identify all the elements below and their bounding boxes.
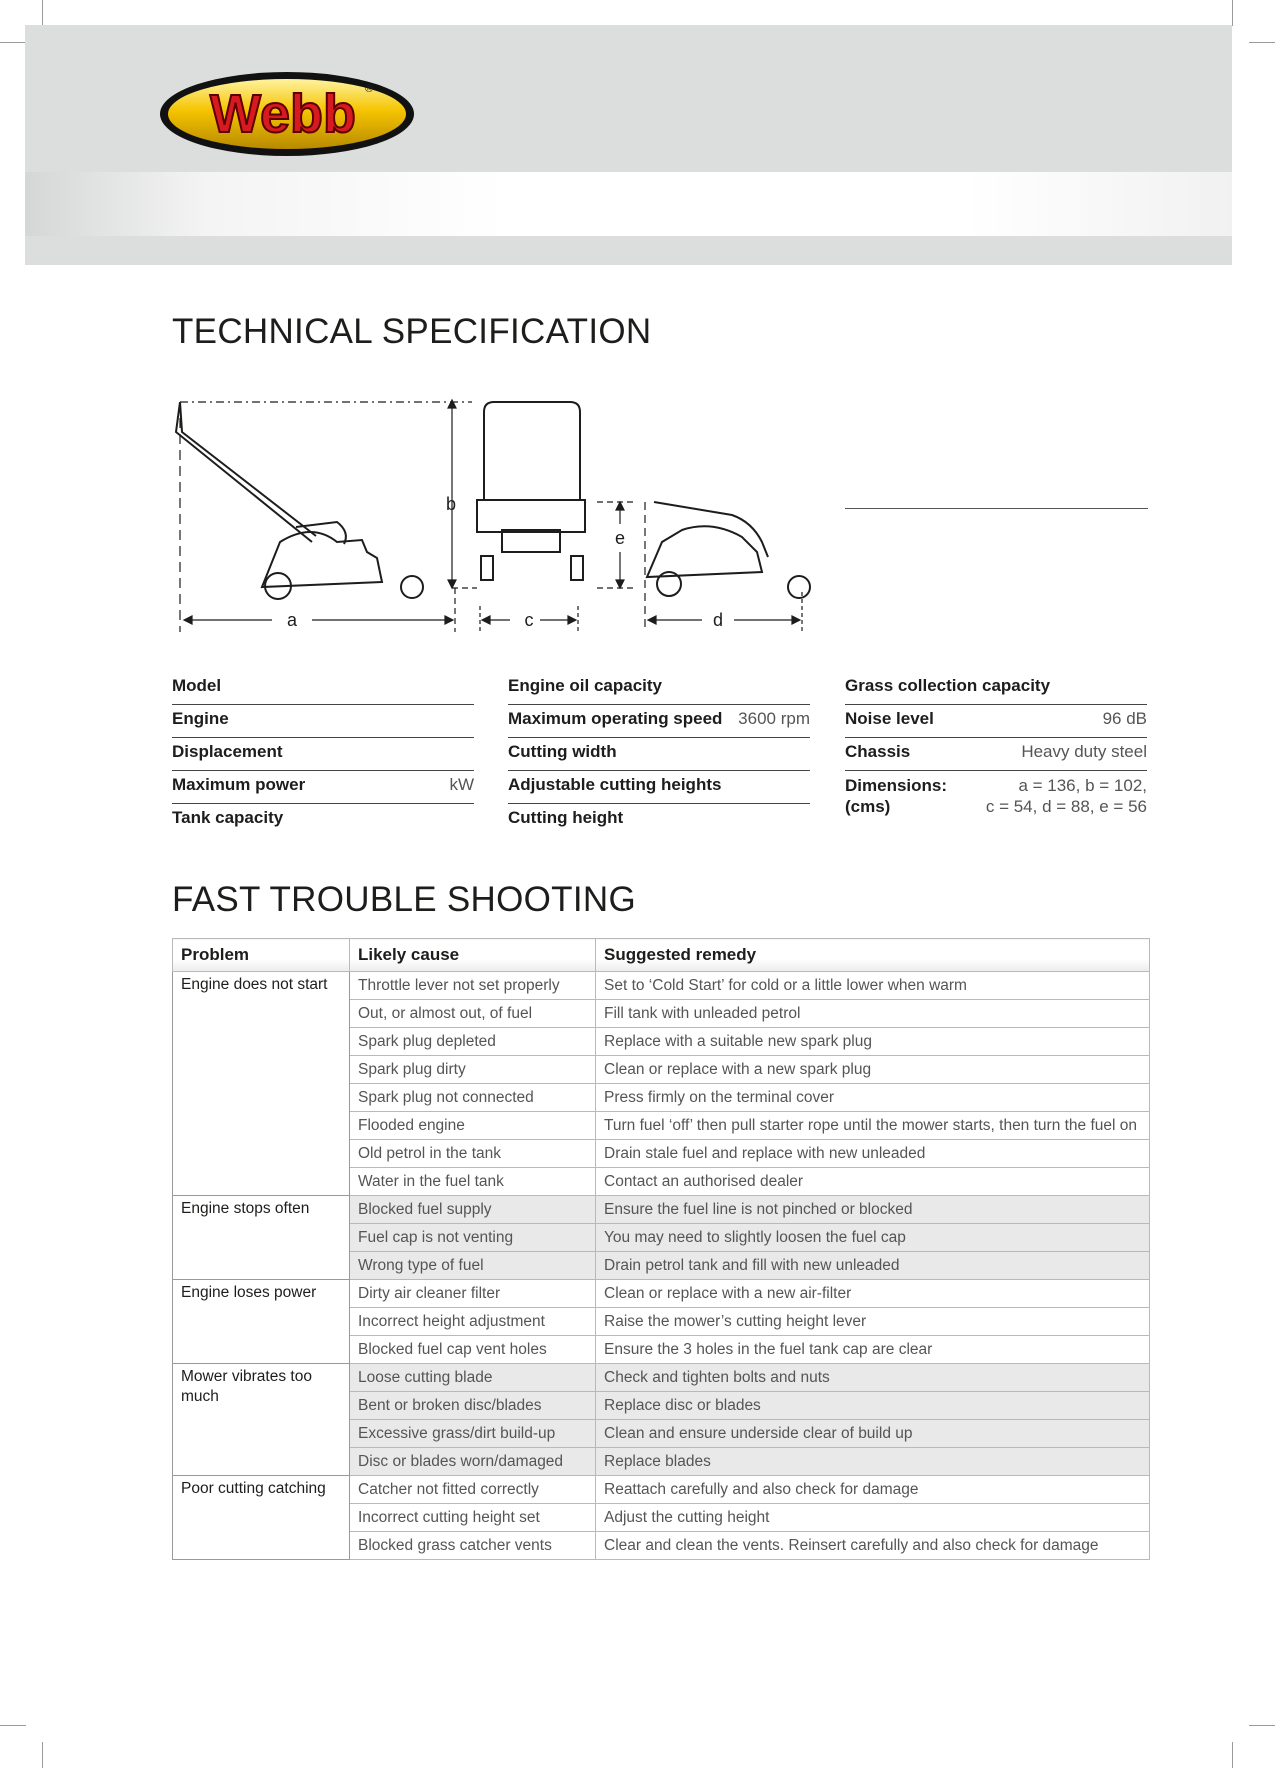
crop-mark — [0, 1725, 26, 1726]
cause-cell: Blocked fuel supply — [350, 1196, 596, 1224]
crop-mark — [1249, 42, 1275, 43]
remedy-cell: Replace disc or blades — [596, 1392, 1150, 1420]
dimension-label-c: c — [524, 610, 534, 630]
remedy-cell: Drain stale fuel and replace with new unleaded — [596, 1140, 1150, 1168]
spec-value: kW — [449, 775, 474, 794]
remedy-cell: Clean and ensure underside clear of build up — [596, 1420, 1150, 1448]
spec-column-1 — [172, 672, 474, 837]
mower-front-view — [477, 402, 585, 580]
spec-title: TECHNICAL SPECIFICATION — [172, 312, 652, 351]
problem-cell: Engine stops often — [173, 1196, 350, 1280]
remedy-cell: Clear and clean the vents. Reinsert carefully and also check for damage — [596, 1532, 1150, 1560]
spec-row-engine — [172, 705, 474, 738]
remedy-cell: Reattach carefully and also check for damage — [596, 1476, 1150, 1504]
cause-cell: Fuel cap is not venting — [350, 1224, 596, 1252]
table-row — [173, 1476, 1150, 1504]
spec-label: Maximum operating speed — [508, 709, 723, 728]
table-header-row — [173, 939, 1150, 972]
spec-column-2 — [508, 672, 810, 837]
spec-value: 96 dB — [1102, 709, 1147, 728]
cause-cell: Incorrect height adjustment — [350, 1308, 596, 1336]
cause-cell: Catcher not fitted correctly — [350, 1476, 596, 1504]
spec-value: a = 136, b = 102, c = 54, d = 88, e = 56 — [985, 776, 1147, 816]
cause-cell: Water in the fuel tank — [350, 1168, 596, 1196]
spec-row-dimensions — [845, 771, 1147, 821]
spec-label: Adjustable cutting heights — [508, 775, 722, 794]
remedy-cell: Drain petrol tank and fill with new unleaded — [596, 1252, 1150, 1280]
spec-label: Engine oil capacity — [508, 676, 662, 695]
spec-row-grass-collection-capacity — [845, 672, 1147, 705]
cause-cell: Blocked fuel cap vent holes — [350, 1336, 596, 1364]
table-row — [173, 1196, 1150, 1224]
spec-label: Dimensions: (cms) — [845, 776, 948, 816]
cause-cell: Loose cutting blade — [350, 1364, 596, 1392]
dimension-label-d: d — [712, 610, 724, 630]
cause-cell: Incorrect cutting height set — [350, 1504, 596, 1532]
spec-label: Chassis — [845, 742, 911, 761]
column-header-problem: Problem — [173, 939, 350, 972]
dimension-label-b: b — [445, 494, 457, 514]
spec-row-chassis — [845, 738, 1147, 771]
mower-dimensions-diagram — [172, 392, 812, 642]
table-row — [173, 1280, 1150, 1308]
divider-rule — [845, 508, 1148, 509]
remedy-cell: Replace blades — [596, 1448, 1150, 1476]
cause-cell: Throttle lever not set properly — [350, 972, 596, 1000]
remedy-cell: Ensure the fuel line is not pinched or blocked — [596, 1196, 1150, 1224]
problem-cell: Mower vibrates too much — [173, 1364, 350, 1476]
remedy-cell: Ensure the 3 holes in the fuel tank cap are clear — [596, 1336, 1150, 1364]
cause-cell: Out, or almost out, of fuel — [350, 1000, 596, 1028]
spec-row-engine-oil-capacity — [508, 672, 810, 705]
crop-mark — [1232, 0, 1233, 26]
remedy-cell: You may need to slightly loosen the fuel cap — [596, 1224, 1150, 1252]
remedy-cell: Set to ‘Cold Start’ for cold or a little lower when warm — [596, 972, 1150, 1000]
spec-value: 3600 rpm — [738, 709, 810, 728]
cause-cell: Excessive grass/dirt build-up — [350, 1420, 596, 1448]
remedy-cell: Clean or replace with a new spark plug — [596, 1056, 1150, 1084]
remedy-cell: Replace with a suitable new spark plug — [596, 1028, 1150, 1056]
spec-label: Cutting width — [508, 742, 617, 761]
cause-cell: Bent or broken disc/blades — [350, 1392, 596, 1420]
logo-wordmark: Webb — [210, 84, 356, 144]
spec-row-maximum-power — [172, 771, 474, 804]
cause-cell: Blocked grass catcher vents — [350, 1532, 596, 1560]
header-band — [25, 172, 1232, 236]
cause-cell: Spark plug depleted — [350, 1028, 596, 1056]
crop-mark — [1232, 1742, 1233, 1768]
spec-label: Tank capacity — [172, 808, 284, 827]
remedy-cell: Check and tighten bolts and nuts — [596, 1364, 1150, 1392]
spec-row-noise-level — [845, 705, 1147, 738]
cause-cell: Spark plug dirty — [350, 1056, 596, 1084]
spec-label: Maximum power — [172, 775, 306, 794]
mower-side-view — [176, 402, 423, 599]
cause-cell: Disc or blades worn/damaged — [350, 1448, 596, 1476]
spec-row-adjustable-cutting-heights — [508, 771, 810, 804]
dimension-label-a: a — [286, 610, 298, 630]
troubleshooting-title: FAST TROUBLE SHOOTING — [172, 880, 636, 919]
cause-cell: Old petrol in the tank — [350, 1140, 596, 1168]
column-header-cause: Likely cause — [350, 939, 596, 972]
crop-mark — [42, 0, 43, 26]
problem-cell: Engine does not start — [173, 972, 350, 1196]
remedy-cell: Press firmly on the terminal cover — [596, 1084, 1150, 1112]
table-row — [173, 972, 1150, 1000]
remedy-cell: Fill tank with unleaded petrol — [596, 1000, 1150, 1028]
cause-cell: Flooded engine — [350, 1112, 596, 1140]
spec-row-displacement — [172, 738, 474, 771]
troubleshooting-table — [172, 938, 1150, 1560]
registered-mark: ® — [365, 83, 374, 95]
spec-label: Cutting height — [508, 808, 624, 827]
remedy-cell: Raise the mower’s cutting height lever — [596, 1308, 1150, 1336]
problem-cell: Poor cutting catching — [173, 1476, 350, 1560]
spec-row-model — [172, 672, 474, 705]
mower-catcher-view — [647, 502, 810, 598]
column-header-remedy: Suggested remedy — [596, 939, 1150, 972]
table-row — [173, 1364, 1150, 1392]
spec-row-cutting-height — [508, 804, 810, 837]
spec-label: Engine — [172, 709, 229, 728]
spec-row-cutting-width — [508, 738, 810, 771]
crop-mark — [0, 42, 26, 43]
cause-cell: Wrong type of fuel — [350, 1252, 596, 1280]
remedy-cell: Turn fuel ‘off’ then pull starter rope until the mower starts, then turn the fuel on — [596, 1112, 1150, 1140]
spec-value: Heavy duty steel — [1021, 742, 1147, 761]
cause-cell: Dirty air cleaner filter — [350, 1280, 596, 1308]
remedy-cell: Adjust the cutting height — [596, 1504, 1150, 1532]
spec-label: Grass collection capacity — [845, 676, 1051, 695]
webb-logo — [158, 70, 416, 158]
cause-cell: Spark plug not connected — [350, 1084, 596, 1112]
crop-mark — [1249, 1725, 1275, 1726]
spec-row-tank-capacity — [172, 804, 474, 837]
spec-column-3 — [845, 672, 1147, 821]
crop-mark — [42, 1742, 43, 1768]
problem-cell: Engine loses power — [173, 1280, 350, 1364]
spec-row-maximum-operating-speed — [508, 705, 810, 738]
spec-label: Noise level — [845, 709, 934, 728]
remedy-cell: Contact an authorised dealer — [596, 1168, 1150, 1196]
remedy-cell: Clean or replace with a new air-filter — [596, 1280, 1150, 1308]
spec-label: Model — [172, 676, 222, 695]
spec-label: Displacement — [172, 742, 283, 761]
dimension-label-e: e — [614, 528, 626, 548]
